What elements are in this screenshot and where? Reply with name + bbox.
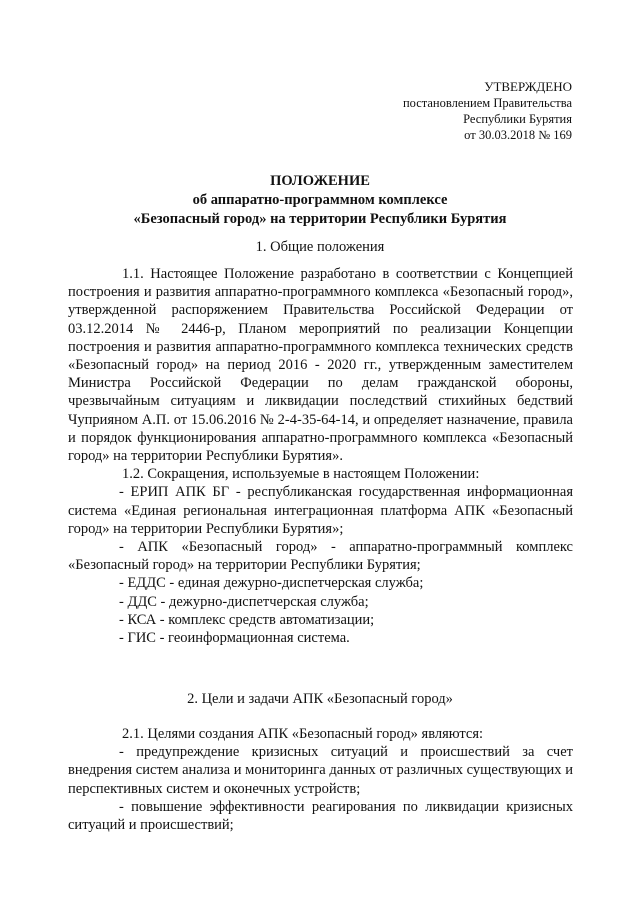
title-line-3: «Безопасный город» на территории Республики Бурятия bbox=[133, 211, 507, 227]
approval-line-resolution: постановлением Правительства bbox=[402, 96, 572, 110]
title-line-2: об аппаратно-программном комплексе bbox=[192, 192, 448, 208]
paragraph-1-1: 1.1. Настоящее Положение разработано в соответствии с Концепцией построения и развития аппаратно-программного комплекса «Безопасный город», утвержденной распоряжением Правительства Российской Федерации от 03.12.2014 № 2446-р, Планом мероприятий по реализации Концепции построения и развития аппаратно-программного комплекса технических средств «Безопасный город» на период 2016 - 2020 гг., утвержденным заместителем Министра Российской Федерации по делам гражданской обороны, чрезвычайным ситуациям и ликвидации последствий стихийных бедствий Чуприяном А.П. от 15.06.2016 № 2-4-35-64-14, и определяет назначение, правила и порядок функционирования аппаратно-программного комплекса «Безопасный город» на территории Республики Бурятия». bbox=[68, 266, 573, 465]
paragraph-2-1: 2.1. Целями создания АПК «Безопасный город» являются: bbox=[122, 726, 484, 742]
document-title bbox=[68, 172, 572, 229]
list-item: - АПК «Безопасный город» - аппаратно-программный комплекс «Безопасный город» на территории Республики Бурятия; bbox=[68, 539, 573, 574]
section-2-body bbox=[68, 725, 573, 834]
section-2-heading: 2. Цели и задачи АПК «Безопасный город» bbox=[187, 691, 453, 707]
approval-stamp bbox=[403, 79, 572, 143]
list-item: - ГИС - геоинформационная система. bbox=[119, 630, 350, 647]
section-1-heading: 1. Общие положения bbox=[255, 239, 385, 255]
list-item: - ЕРИП АПК БГ - республиканская государственная информационная система «Единая региональная интеграционная платформа АПК «Безопасный город» на территории Республики Бурятия»; bbox=[68, 484, 573, 537]
approval-heading: УТВЕРЖДЕНО bbox=[484, 79, 572, 94]
approval-line-republic: Республики Бурятия bbox=[463, 112, 572, 126]
section-1-body bbox=[68, 265, 573, 647]
list-item: - предупреждение кризисных ситуаций и происшествий за счет внедрения систем анализа и мониторинга данных от различных существующих и перспективных систем и оконечных устройств; bbox=[68, 744, 573, 797]
list-item: - ЕДДС - единая дежурно-диспетчерская служба; bbox=[119, 575, 424, 592]
list-item: - КСА - комплекс средств автоматизации; bbox=[119, 611, 375, 628]
title-line-1: ПОЛОЖЕНИЕ bbox=[270, 173, 370, 189]
list-item: - ДДС - дежурно-диспетчерская служба; bbox=[119, 593, 369, 610]
list-item: - повышение эффективности реагирования по ликвидации кризисных ситуаций и происшествий; bbox=[68, 798, 573, 834]
paragraph-1-2: 1.2. Сокращения, используемые в настоящем Положении: bbox=[122, 466, 480, 483]
approval-line-date-number: от 30.03.2018 № 169 bbox=[464, 128, 572, 142]
